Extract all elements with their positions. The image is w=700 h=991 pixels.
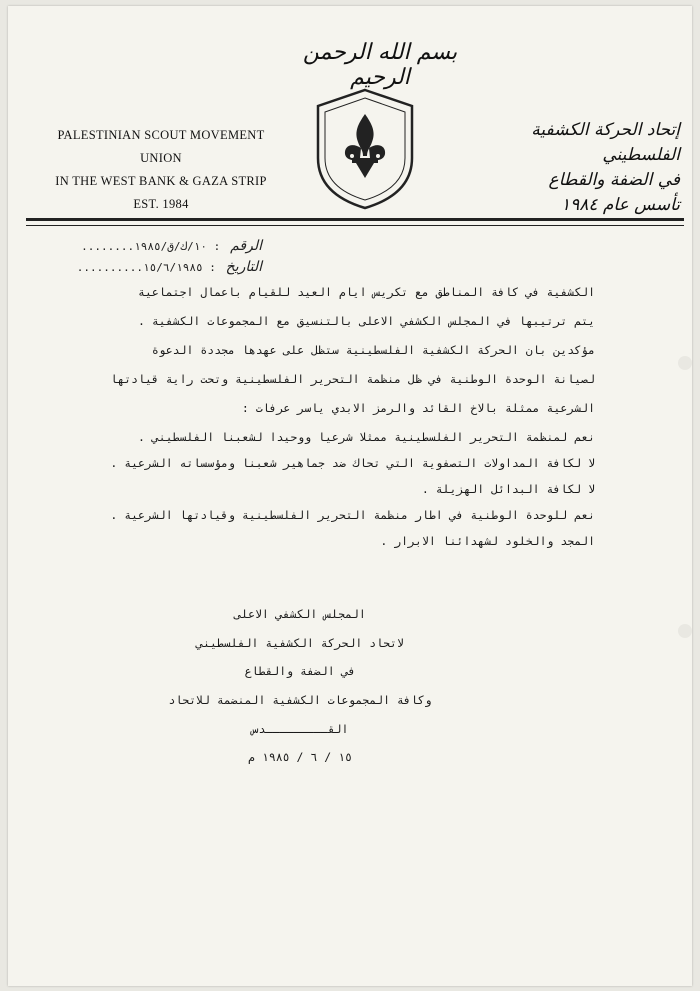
org-region-english: IN THE WEST BANK & GAZA STRIP bbox=[55, 174, 267, 188]
header-divider bbox=[26, 218, 684, 221]
body-line: لصيانة الوحدة الوطنية في ظل منظمة التحرير الفلسطينية وتحت راية قيادتها bbox=[110, 372, 595, 386]
reference-date-value: : ١٥/٦/١٩٨٥.......... bbox=[76, 261, 216, 274]
english-letterhead bbox=[36, 124, 286, 216]
org-name-arabic: إتحاد الحركة الكشفية الفلسطيني bbox=[531, 120, 680, 165]
reference-number-value: : ١٠/ك/ق/١٩٨٥........ bbox=[81, 240, 221, 253]
org-name-english: PALESTINIAN SCOUT MOVEMENT UNION bbox=[57, 128, 265, 165]
signature-region: في الضفة والقطاع bbox=[244, 664, 356, 679]
signature-groups: وكافة المجموعات الكشفية المنضمة للاتحاد bbox=[168, 693, 432, 708]
arabic-letterhead bbox=[465, 118, 680, 218]
signature-council: المجلس الكشفي الاعلى bbox=[234, 607, 366, 621]
body-line: يتم ترتيبها في المجلس الكشفي الاعلى بالتنسيق مع المجموعات الكشفية . bbox=[138, 314, 595, 328]
reference-block bbox=[12, 236, 262, 278]
scout-emblem-icon bbox=[312, 86, 418, 212]
body-line: لا لكافة البدائل الهزيلة . bbox=[421, 482, 595, 496]
body-line: مؤكدين بان الحركة الكشفية الفلسطينية ستظل على عهدها مجددة الدعوة bbox=[151, 343, 595, 357]
body-line: نعم للوحدة الوطنية في اطار منظمة التحرير الفلسطينية وقيادتها الشرعية . bbox=[110, 508, 595, 522]
punch-hole bbox=[678, 624, 692, 638]
body-line: المجد والخلود لشهدائنا الابرار . bbox=[380, 534, 595, 548]
basmala-header: بسم الله الرحمن الرحيم bbox=[302, 40, 458, 90]
org-established-arabic: تأسس عام ١٩٨٤ bbox=[560, 195, 680, 215]
signature-union: لاتحاد الحركة الكشفية الفلسطيني bbox=[196, 635, 404, 650]
signature-city: القـــــــــدس bbox=[251, 721, 349, 736]
body-line: الشرعية ممثلة بالاخ القائد والرمز الابدي ياسر عرفات : bbox=[241, 401, 595, 415]
body-line: نعم لمنظمة التحرير الفلسطينية ممثلا شرعيا ووحيدا لشعبنا الفلسطيني . bbox=[138, 430, 595, 444]
signature-block bbox=[140, 600, 460, 772]
body-line: الكشفية في كافة المناطق مع تكريس ايام العيد للقيام باعمال اجتماعية bbox=[138, 285, 595, 299]
body-line: لا لكافة المداولات التصفوية التي تحاك ضد جماهير شعبنا ومؤسساته الشرعية . bbox=[110, 456, 595, 470]
signature-date: ١٥ / ٦ / ١٩٨٥ م bbox=[248, 750, 352, 765]
reference-number-label: الرقم bbox=[230, 238, 262, 254]
reference-date-label: التاريخ bbox=[225, 259, 262, 275]
punch-hole bbox=[678, 356, 692, 370]
reference-number bbox=[12, 236, 262, 257]
header-divider-thin bbox=[26, 225, 684, 226]
org-region-arabic: في الضفة والقطاع bbox=[548, 170, 680, 190]
org-established-english: EST. 1984 bbox=[133, 197, 189, 211]
reference-date bbox=[12, 257, 262, 278]
